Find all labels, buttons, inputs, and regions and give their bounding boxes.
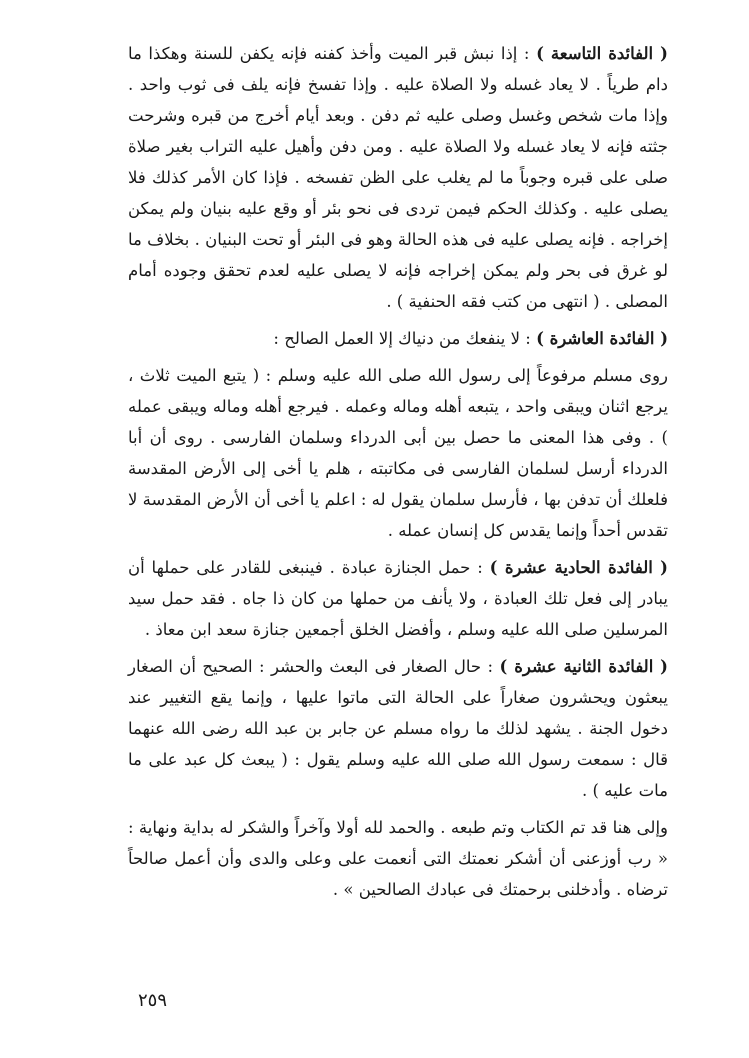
paragraph-heading: ( الفائدة الثانية عشرة ) <box>499 657 668 676</box>
paragraph-text: : حال الصغار فى البعث والحشر : الصحيح أن الصغار يبعثون ويحشرون صغاراً على الحالة التى ماتوا عليها ، وإنما يقع التغيير عند دخول الجنة . يشهد لذلك ما رواه مسلم عن جابر بن عبد الله رضى الله عنهما قال : سمعت رسول الله صلى الله عليه وسلم يقول : ( يبعث كل عبد على ما مات عليه ) . <box>128 657 668 800</box>
document-body <box>128 38 668 911</box>
paragraph-text: : لا ينفعك من دنياك إلا العمل الصالح : <box>273 329 537 348</box>
paragraph-benefit-11 <box>128 552 668 645</box>
paragraph-heading: ( الفائدة الحادية عشرة ) <box>489 558 668 577</box>
paragraph-hadith <box>128 360 668 546</box>
paragraph-closing <box>128 812 668 905</box>
paragraph-heading: ( الفائدة التاسعة ) <box>536 44 668 63</box>
paragraph-heading: ( الفائدة العاشرة ) <box>536 329 668 348</box>
paragraph-text: : حمل الجنازة عبادة . فينبغى للقادر على حملها أن يبادر إلى فعل تلك العبادة ، ولا يأنف من حملها من كان ذا جاه . فقد حمل سيد المرسلين صلى الله عليه وسلم ، وأفضل الخلق أجمعين جنازة سعد ابن معاذ . <box>128 558 668 639</box>
paragraph-benefit-9 <box>128 38 668 317</box>
paragraph-benefit-12 <box>128 651 668 806</box>
page-number: ٢٥٩ <box>138 990 168 1011</box>
paragraph-text: : إذا نبش قبر الميت وأخذ كفنه فإنه يكفن للسنة وهكذا ما دام طرياً . لا يعاد غسله ولا الصلاة عليه . وإذا تفسخ فإنه يلف فى ثوب واحد . وإذا مات شخص وغسل وصلى عليه ثم دفن . وبعد أيام أخرج من قبره وشرحت جثته فإنه لا يعاد غسله ولا الصلاة عليه . ومن دفن وأهيل عليه التراب بغير صلاة صلى على قبره وجوباً ما لم يغلب على الظن تفسخه . فإذا كان الأمر كذلك فلا يصلى عليه . وكذلك الحكم فيمن تردى فى نحو بئر أو وقع عليه بنيان ولم يمكن إخراجه . فإنه يصلى عليه فى هذه الحالة وهو فى البئر أو تحت البنيان . بخلاف ما لو غرق فى بحر ولم يمكن إخراجه فإنه لا يصلى عليه لعدم تحقق وجوده أمام المصلى . ( انتهى من كتب فقه الحنفية ) . <box>128 44 668 311</box>
paragraph-text: روى مسلم مرفوعاً إلى رسول الله صلى الله عليه وسلم : ( يتبع الميت ثلاث ، يرجع اثنان ويبقى واحد ، يتبعه أهله وماله وعمله . فيرجع أهله وماله ويبقى عمله ) . وفى هذا المعنى ما حصل بين أبى الدرداء وسلمان الفارسى . روى أن أبا الدرداء أرسل لسلمان الفارسى فى مكاتبته ، هلم يا أخى إلى الأرض المقدسة فلعلك أن تدفن بها ، فأرسل سلمان يقول له : اعلم يا أخى أن الأرض المقدسة لا تقدس أحداً وإنما يقدس كل إنسان عمله . <box>128 366 668 540</box>
paragraph-benefit-10 <box>128 323 668 354</box>
paragraph-text: وإلى هنا قد تم الكتاب وتم طبعه . والحمد لله أولا وآخراً والشكر له بداية ونهاية : « رب أوزعنى أن أشكر نعمتك التى أنعمت على وعلى والدى وأن أعمل صالحاً ترضاه . وأدخلنى برحمتك فى عبادك الصالحين » . <box>128 818 668 899</box>
